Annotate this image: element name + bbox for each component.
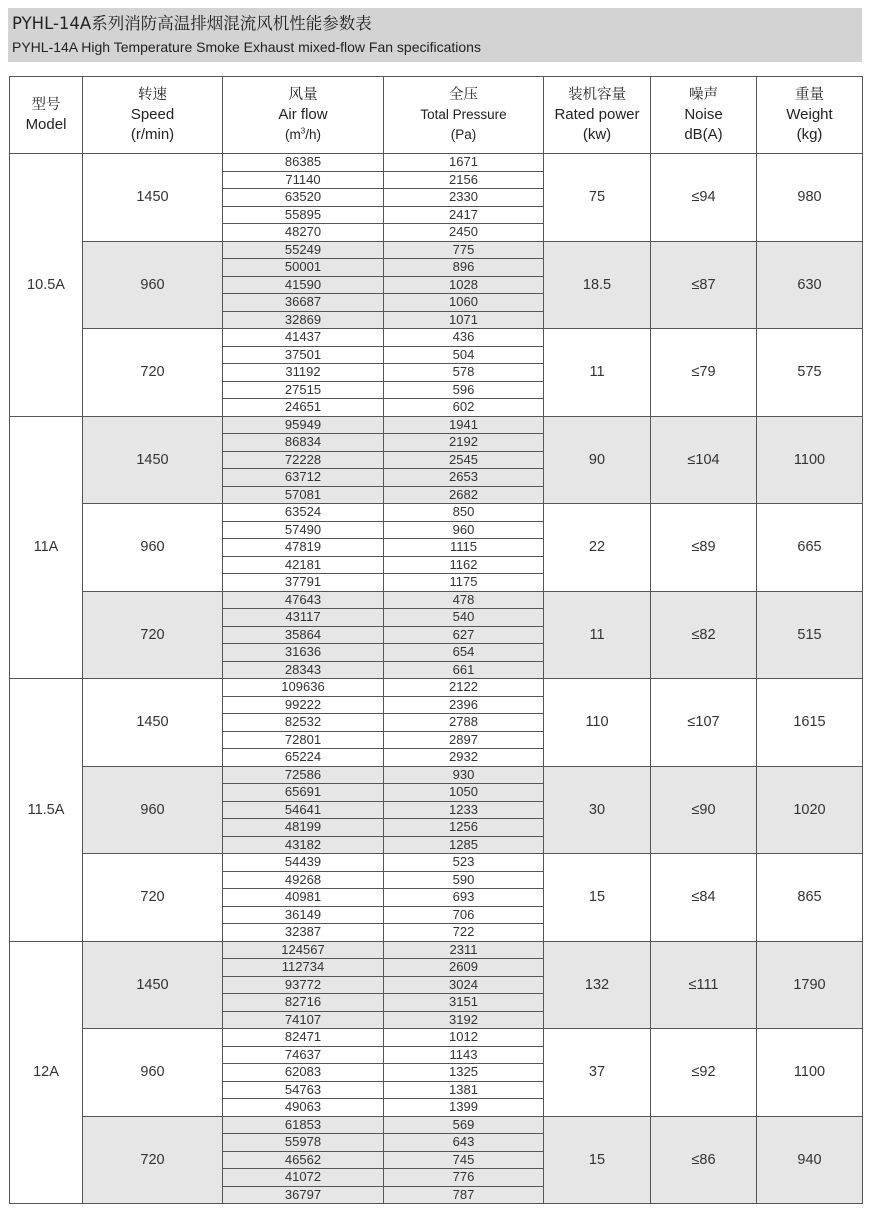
pressure-cell: 504 [384,346,544,364]
pressure-cell: 1381 [384,1081,544,1099]
noise-cell: ≤107 [651,679,757,767]
noise-cell: ≤94 [651,154,757,242]
airflow-cell: 63524 [223,504,384,522]
airflow-cell: 41437 [223,329,384,347]
table-row [10,154,863,172]
header-noise-en: Noise [684,106,723,123]
pressure-cell: 2192 [384,434,544,452]
pressure-cell: 578 [384,364,544,382]
table-row [10,941,863,959]
pressure-cell: 1256 [384,819,544,837]
pressure-cell: 2653 [384,469,544,487]
noise-cell: ≤89 [651,504,757,592]
table-row [10,1029,863,1047]
header-weight-en: Weight [786,106,833,123]
airflow-cell: 74637 [223,1046,384,1064]
pressure-cell: 2417 [384,206,544,224]
weight-cell: 1100 [757,1029,863,1117]
weight-cell: 940 [757,1116,863,1204]
airflow-cell: 99222 [223,696,384,714]
pressure-cell: 1143 [384,1046,544,1064]
airflow-cell: 37791 [223,574,384,592]
noise-cell: ≤92 [651,1029,757,1117]
airflow-cell: 93772 [223,976,384,994]
pressure-cell: 569 [384,1116,544,1134]
pressure-cell: 523 [384,854,544,872]
title-cn: PYHL-14A系列消防高温排烟混流风机性能参数表 [12,14,372,33]
header-speed [83,77,223,154]
table-row [10,854,863,872]
header-power-unit: (kw) [582,126,612,143]
airflow-cell: 55978 [223,1134,384,1152]
airflow-cell: 32869 [223,311,384,329]
header-airflow-unit [223,125,383,145]
pressure-cell: 2450 [384,224,544,242]
airflow-cell: 54439 [223,854,384,872]
pressure-cell: 478 [384,591,544,609]
header-row [10,77,863,154]
pressure-cell: 2609 [384,959,544,977]
pressure-cell: 3024 [384,976,544,994]
airflow-cell: 48270 [223,224,384,242]
airflow-cell: 48199 [223,819,384,837]
speed-cell: 720 [83,1116,223,1204]
airflow-cell: 31192 [223,364,384,382]
pressure-cell: 2396 [384,696,544,714]
header-speed-cn: 转速 [138,87,167,103]
pressure-cell: 1671 [384,154,544,172]
model-cell: 10.5A [10,154,83,417]
power-cell: 11 [544,591,651,679]
power-cell: 11 [544,329,651,417]
airflow-cell: 54763 [223,1081,384,1099]
airflow-cell: 109636 [223,679,384,697]
header-power [544,77,651,154]
header-airflow-unit-pre: (m [285,127,301,142]
airflow-cell: 41072 [223,1169,384,1187]
noise-cell: ≤111 [651,941,757,1029]
pressure-cell: 1050 [384,784,544,802]
power-cell: 90 [544,416,651,504]
airflow-cell: 65224 [223,749,384,767]
airflow-cell: 82716 [223,994,384,1012]
header-airflow-unit-post: /h) [305,127,321,142]
pressure-cell: 1012 [384,1029,544,1047]
airflow-cell: 57081 [223,486,384,504]
weight-cell: 630 [757,241,863,329]
airflow-cell: 95949 [223,416,384,434]
noise-cell: ≤90 [651,766,757,854]
speed-cell: 960 [83,766,223,854]
speed-cell: 720 [83,854,223,942]
airflow-cell: 36797 [223,1186,384,1204]
spec-table-body [10,154,863,1204]
table-row [10,416,863,434]
weight-cell: 1790 [757,941,863,1029]
pressure-cell: 654 [384,644,544,662]
header-noise-cn: 噪声 [689,87,718,103]
pressure-cell: 643 [384,1134,544,1152]
weight-cell: 1615 [757,679,863,767]
table-row [10,766,863,784]
header-airflow [223,77,384,154]
title-banner [8,8,862,62]
airflow-cell: 61853 [223,1116,384,1134]
pressure-cell: 661 [384,661,544,679]
power-cell: 37 [544,1029,651,1117]
airflow-cell: 63712 [223,469,384,487]
airflow-cell: 43117 [223,609,384,627]
pressure-cell: 596 [384,381,544,399]
airflow-cell: 82471 [223,1029,384,1047]
airflow-cell: 41590 [223,276,384,294]
header-airflow-en: Air flow [278,106,328,123]
airflow-cell: 86385 [223,154,384,172]
speed-cell: 1450 [83,416,223,504]
pressure-cell: 2682 [384,486,544,504]
header-pressure-unit: (Pa) [450,127,477,142]
model-cell: 11A [10,416,83,679]
model-cell: 12A [10,941,83,1204]
airflow-cell: 46562 [223,1151,384,1169]
spec-table [9,76,863,1204]
header-airflow-cn: 风量 [288,87,318,103]
pressure-cell: 436 [384,329,544,347]
pressure-cell: 1071 [384,311,544,329]
header-speed-en: Speed [130,106,175,123]
speed-cell: 960 [83,1029,223,1117]
pressure-cell: 1028 [384,276,544,294]
weight-cell: 980 [757,154,863,242]
header-model-cn: 型号 [31,97,61,113]
airflow-cell: 55249 [223,241,384,259]
airflow-cell: 43182 [223,836,384,854]
pressure-cell: 693 [384,889,544,907]
speed-cell: 960 [83,241,223,329]
header-speed-unit: (r/min) [130,126,175,143]
noise-cell: ≤86 [651,1116,757,1204]
pressure-cell: 2545 [384,451,544,469]
noise-cell: ≤79 [651,329,757,417]
pressure-cell: 1162 [384,556,544,574]
table-row [10,329,863,347]
airflow-cell: 72228 [223,451,384,469]
pressure-cell: 2122 [384,679,544,697]
airflow-cell: 49063 [223,1099,384,1117]
pressure-cell: 1285 [384,836,544,854]
pressure-cell: 2897 [384,731,544,749]
header-pressure-en: Total Pressure [420,107,507,122]
pressure-cell: 627 [384,626,544,644]
model-cell: 11.5A [10,679,83,942]
power-cell: 18.5 [544,241,651,329]
weight-cell: 1100 [757,416,863,504]
pressure-cell: 2932 [384,749,544,767]
pressure-cell: 2330 [384,189,544,207]
pressure-cell: 2788 [384,714,544,732]
header-noise [651,77,757,154]
airflow-cell: 47643 [223,591,384,609]
airflow-cell: 32387 [223,924,384,942]
header-weight [757,77,863,154]
airflow-cell: 35864 [223,626,384,644]
airflow-cell: 86834 [223,434,384,452]
noise-cell: ≤84 [651,854,757,942]
speed-cell: 1450 [83,679,223,767]
table-row [10,679,863,697]
pressure-cell: 1115 [384,539,544,557]
pressure-cell: 776 [384,1169,544,1187]
pressure-cell: 787 [384,1186,544,1204]
header-weight-unit: (kg) [796,126,823,143]
pressure-cell: 540 [384,609,544,627]
speed-cell: 1450 [83,154,223,242]
power-cell: 132 [544,941,651,1029]
table-row [10,1116,863,1134]
speed-cell: 720 [83,329,223,417]
pressure-cell: 2156 [384,171,544,189]
header-model-en: Model [25,116,67,133]
pressure-cell: 1941 [384,416,544,434]
airflow-cell: 57490 [223,521,384,539]
header-power-cn: 装机容量 [568,87,626,103]
title-en: PYHL-14A High Temperature Smoke Exhaust mixed-flow Fan specifications [12,39,481,55]
power-cell: 110 [544,679,651,767]
airflow-cell: 47819 [223,539,384,557]
header-airflow-unit-sup: 3 [300,126,306,136]
pressure-cell: 1399 [384,1099,544,1117]
table-row [10,591,863,609]
header-pressure-cn: 全压 [449,87,478,103]
pressure-cell: 850 [384,504,544,522]
noise-cell: ≤87 [651,241,757,329]
airflow-cell: 55895 [223,206,384,224]
weight-cell: 575 [757,329,863,417]
pressure-cell: 706 [384,906,544,924]
pressure-cell: 2311 [384,941,544,959]
weight-cell: 665 [757,504,863,592]
airflow-cell: 37501 [223,346,384,364]
header-pressure [384,77,544,154]
table-row [10,504,863,522]
airflow-cell: 63520 [223,189,384,207]
pressure-cell: 3192 [384,1011,544,1029]
airflow-cell: 24651 [223,399,384,417]
airflow-cell: 72586 [223,766,384,784]
airflow-cell: 54641 [223,801,384,819]
speed-cell: 720 [83,591,223,679]
pressure-cell: 930 [384,766,544,784]
airflow-cell: 31636 [223,644,384,662]
weight-cell: 1020 [757,766,863,854]
airflow-cell: 82532 [223,714,384,732]
airflow-cell: 124567 [223,941,384,959]
pressure-cell: 1175 [384,574,544,592]
airflow-cell: 49268 [223,871,384,889]
airflow-cell: 36149 [223,906,384,924]
airflow-cell: 71140 [223,171,384,189]
airflow-cell: 65691 [223,784,384,802]
airflow-cell: 28343 [223,661,384,679]
airflow-cell: 72801 [223,731,384,749]
pressure-cell: 602 [384,399,544,417]
header-model [10,77,83,154]
airflow-cell: 50001 [223,259,384,277]
noise-cell: ≤104 [651,416,757,504]
power-cell: 15 [544,1116,651,1204]
noise-cell: ≤82 [651,591,757,679]
pressure-cell: 745 [384,1151,544,1169]
speed-cell: 960 [83,504,223,592]
pressure-cell: 960 [384,521,544,539]
pressure-cell: 775 [384,241,544,259]
airflow-cell: 74107 [223,1011,384,1029]
pressure-cell: 1325 [384,1064,544,1082]
speed-cell: 1450 [83,941,223,1029]
pressure-cell: 722 [384,924,544,942]
header-power-en: Rated power [554,106,640,123]
power-cell: 22 [544,504,651,592]
pressure-cell: 896 [384,259,544,277]
pressure-cell: 1233 [384,801,544,819]
airflow-cell: 36687 [223,294,384,312]
airflow-cell: 42181 [223,556,384,574]
table-row [10,241,863,259]
pressure-cell: 3151 [384,994,544,1012]
weight-cell: 865 [757,854,863,942]
airflow-cell: 62083 [223,1064,384,1082]
pressure-cell: 590 [384,871,544,889]
pressure-cell: 1060 [384,294,544,312]
header-noise-unit: dB(A) [684,126,723,143]
airflow-cell: 40981 [223,889,384,907]
power-cell: 15 [544,854,651,942]
header-weight-cn: 重量 [795,87,824,103]
airflow-cell: 112734 [223,959,384,977]
airflow-cell: 27515 [223,381,384,399]
power-cell: 75 [544,154,651,242]
power-cell: 30 [544,766,651,854]
weight-cell: 515 [757,591,863,679]
